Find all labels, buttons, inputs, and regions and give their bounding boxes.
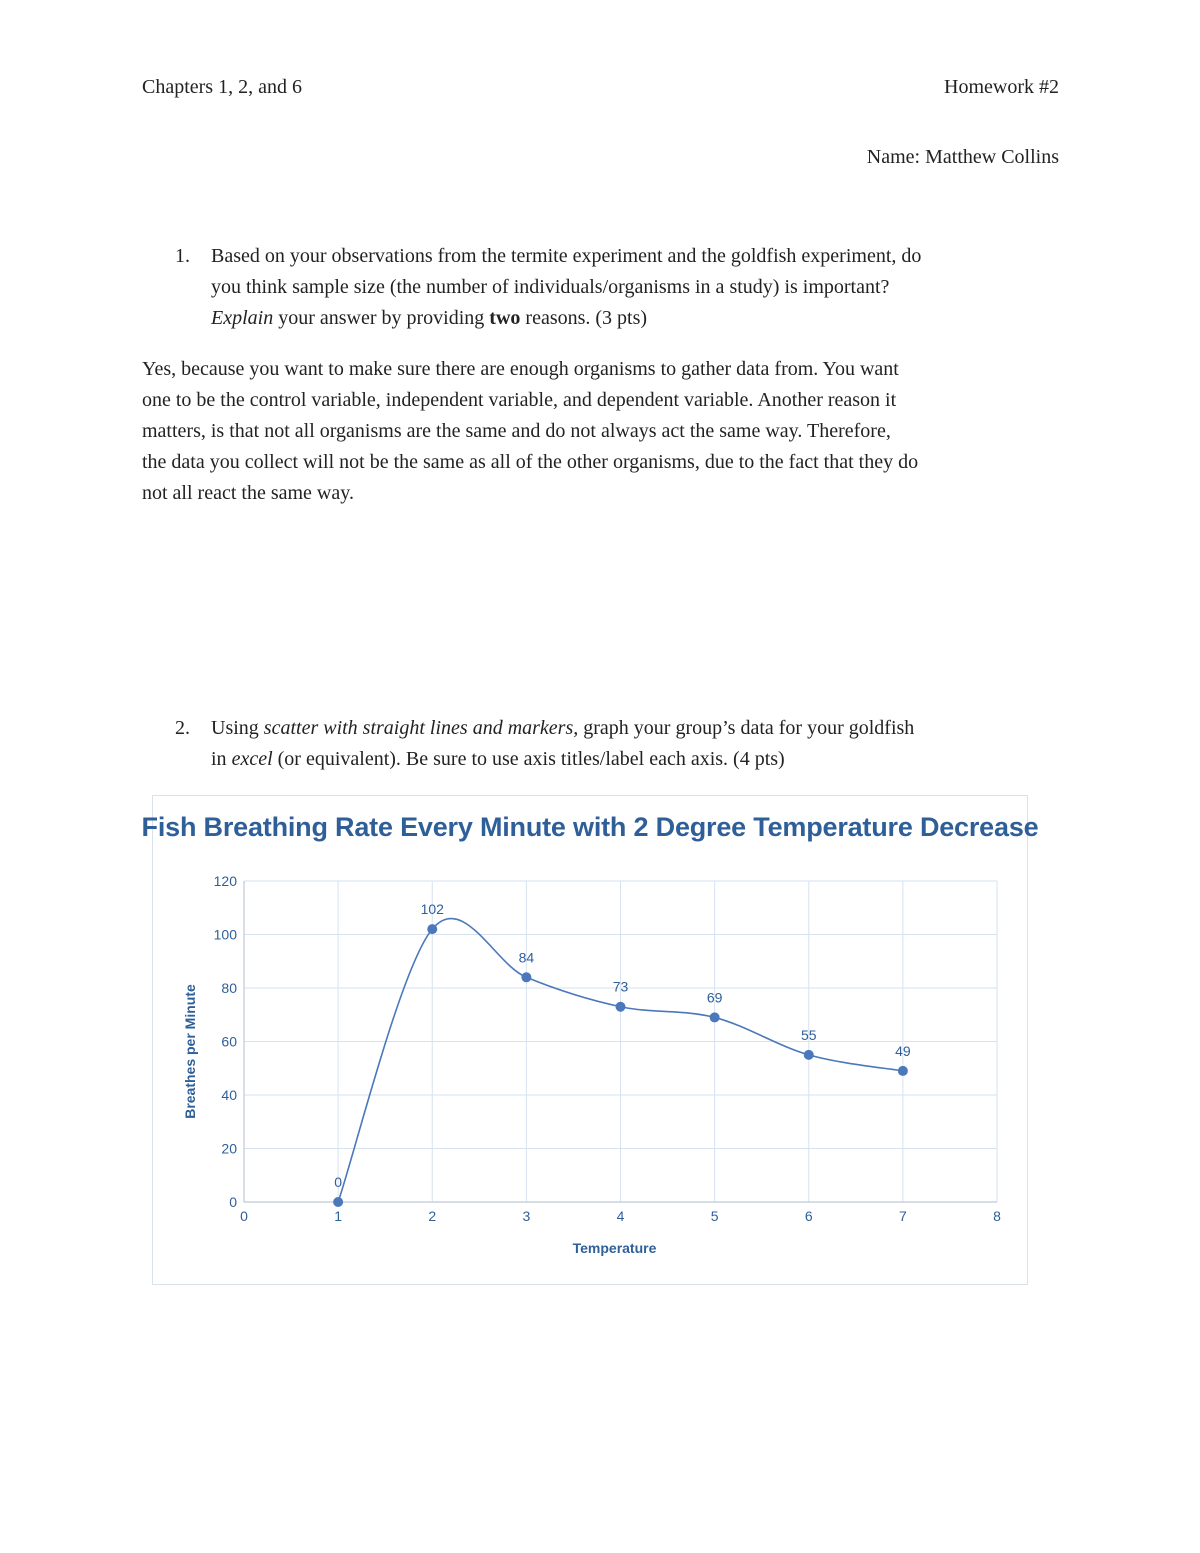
y-tick-label-4: 80	[221, 980, 237, 996]
y-axis-title: Breathes per Minute	[182, 984, 198, 1119]
x-tick-label-2: 2	[428, 1208, 437, 1224]
data-point-0	[333, 1197, 343, 1207]
data-label-2: 84	[518, 949, 535, 966]
x-tick-label-0: 0	[240, 1208, 248, 1224]
answer-line-4: the data you collect will not be the same as all of the other organisms, due to the fact that they do	[142, 451, 919, 473]
y-tick-label-0: 0	[229, 1194, 237, 1210]
question-1-line-3-mid: your answer by providing	[273, 307, 490, 329]
x-tick-label-1: 1	[334, 1208, 343, 1224]
question-1-line-2: you think sample size (the number of individuals/organisms in a study) is important?	[211, 276, 890, 298]
data-label-6: 49	[895, 1042, 911, 1059]
question-2-pre-2: in	[211, 748, 232, 770]
question-2-line-1-end: graph your group’s data for your goldfish	[578, 717, 915, 739]
x-tick-label-8: 8	[993, 1208, 1001, 1224]
question-1-number: 1.	[175, 245, 190, 267]
header-homework: Homework #2	[944, 76, 1059, 98]
data-point-2	[521, 972, 531, 982]
data-point-3	[616, 1002, 626, 1012]
question-1-line-1: Based on your observations from the termite experiment and the goldfish experiment, do	[211, 245, 922, 267]
data-label-0: 0	[334, 1174, 343, 1190]
x-axis-title: Temperature	[572, 1240, 657, 1256]
data-point-1	[427, 924, 437, 934]
header-chapters: Chapters 1, 2, and 6	[142, 76, 302, 98]
x-tick-label-6: 6	[804, 1208, 813, 1224]
data-label-5: 55	[800, 1026, 817, 1043]
y-tick-label-6: 120	[213, 873, 237, 889]
data-label-1: 102	[420, 901, 444, 918]
chart-title: Fish Breathing Rate Every Minute with 2 Degree Temperature Decrease	[141, 812, 1039, 842]
question-1-two: two	[489, 307, 521, 329]
y-tick-label-3: 60	[221, 1033, 237, 1050]
answer-line-5: not all react the same way.	[142, 482, 354, 504]
data-point-6	[898, 1066, 908, 1076]
x-tick-label-7: 7	[898, 1208, 907, 1224]
question-2-emph-excel: excel	[231, 748, 273, 770]
question-2-line-2-end: (or equivalent). Be sure to use axis titles/label each axis. (4 pts)	[272, 748, 785, 770]
student-name: Name: Matthew Collins	[866, 146, 1059, 168]
y-tick-label-5: 100	[213, 926, 237, 943]
answer-line-3: matters, is that not all organisms are the same and do not always act the same way. Therefore,	[142, 420, 891, 442]
x-tick-label-3: 3	[522, 1208, 531, 1224]
data-point-4	[710, 1012, 720, 1022]
data-label-3: 73	[612, 978, 629, 995]
answer-line-2: one to be the control variable, independent variable, and dependent variable. Another reason it	[142, 389, 897, 411]
y-tick-label-2: 40	[221, 1087, 237, 1103]
question-2-emph-scatter: scatter with straight lines and markers,	[263, 717, 579, 739]
answer-line-1: Yes, because you want to make sure there are enough organisms to gather data from. You want	[142, 358, 899, 380]
question-1-explain: Explain	[211, 307, 274, 329]
y-tick-label-1: 20	[221, 1140, 237, 1157]
question-1-line-3-end: reasons. (3 pts)	[520, 307, 648, 329]
question-2-pre: Using	[211, 717, 264, 739]
data-point-5	[804, 1050, 814, 1060]
data-label-4: 69	[706, 989, 723, 1006]
x-tick-label-5: 5	[710, 1208, 719, 1224]
x-tick-label-4: 4	[616, 1208, 625, 1224]
question-2-number: 2.	[175, 717, 190, 739]
